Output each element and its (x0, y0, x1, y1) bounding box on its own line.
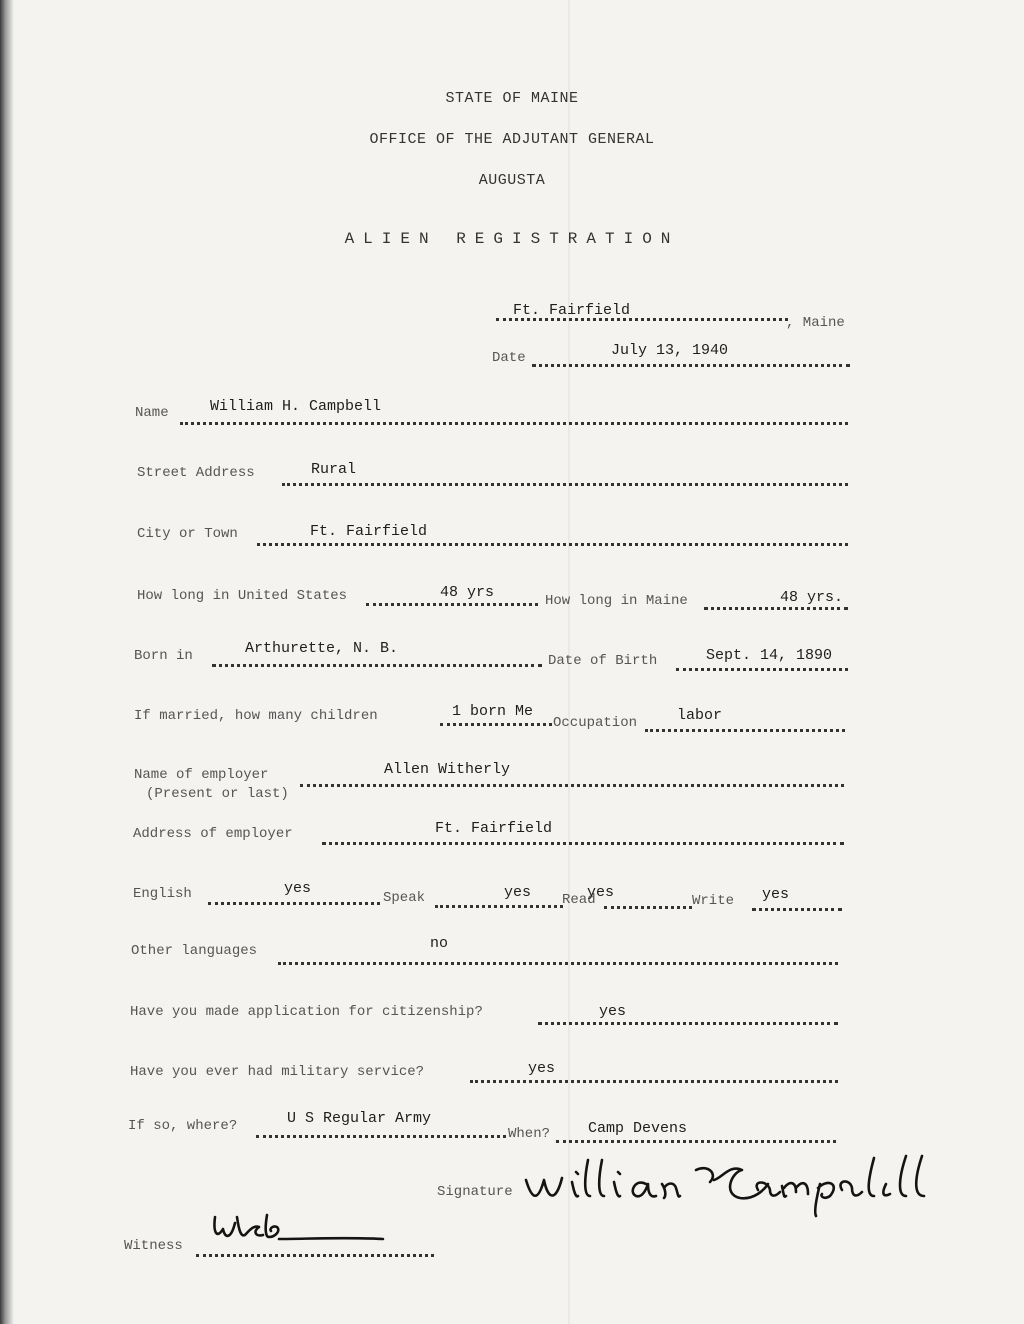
place-value: Ft. Fairfield (513, 302, 631, 319)
witness-label: Witness (124, 1238, 183, 1254)
occupation-value: labor (677, 707, 723, 724)
maine-duration-value: 48 yrs. (780, 589, 844, 606)
name-value: William H. Campbell (210, 398, 382, 415)
citizenship-label: Have you made application for citizenship? (130, 1004, 483, 1020)
city-label: City or Town (137, 526, 238, 542)
read-value: yes (587, 884, 615, 901)
street-dotted-line (282, 483, 848, 486)
dob-value: Sept. 14, 1890 (706, 647, 833, 664)
read-label: Read (562, 892, 596, 908)
citizenship-dotted-line (538, 1022, 838, 1025)
city-value: Ft. Fairfield (310, 523, 428, 540)
name-dotted-line (180, 422, 848, 425)
citizenship-value: yes (599, 1003, 627, 1020)
city-dotted-line (257, 543, 848, 546)
speak-dotted-line (435, 905, 563, 908)
form-title: ALIEN REGISTRATION (344, 230, 680, 248)
write-label: Write (692, 893, 735, 909)
street-value: Rural (311, 461, 357, 478)
place-suffix: , Maine (786, 315, 845, 331)
employer-address-value: Ft. Fairfield (435, 820, 553, 837)
other-languages-dotted-line (278, 962, 838, 965)
maine-duration-label: How long in Maine (545, 593, 688, 609)
military-dotted-line (470, 1080, 838, 1083)
header-office: OFFICE OF THE ADJUTANT GENERAL (369, 131, 655, 148)
when-dotted-line (556, 1140, 836, 1143)
other-languages-label: Other languages (131, 943, 258, 959)
employer-dotted-line (300, 784, 844, 787)
signature-handwriting (518, 1150, 948, 1220)
dob-label: Date of Birth (548, 653, 658, 669)
employer-address-label: Address of employer (133, 826, 293, 842)
date-value: July 13, 1940 (611, 342, 729, 359)
witness-dotted-line (196, 1254, 434, 1257)
when-label: When? (508, 1126, 551, 1142)
us-duration-dotted-line (366, 603, 538, 606)
born-label: Born in (134, 648, 193, 664)
children-dotted-line (440, 723, 552, 726)
street-label: Street Address (137, 465, 255, 481)
date-dotted-line (532, 364, 850, 367)
employer-label: Name of employer (134, 767, 269, 783)
when-value: Camp Devens (588, 1120, 688, 1137)
read-dotted-line (604, 906, 692, 909)
born-value: Arthurette, N. B. (245, 640, 399, 657)
children-label: If married, how many children (134, 708, 378, 724)
dob-dotted-line (676, 668, 848, 671)
maine-duration-dotted-line (704, 607, 848, 610)
date-label: Date (492, 350, 526, 366)
where-value: U S Regular Army (287, 1110, 432, 1127)
witness-initials-handwriting (205, 1205, 390, 1250)
us-duration-label: How long in United States (137, 588, 348, 604)
born-dotted-line (212, 664, 542, 667)
scan-edge-shadow (0, 0, 14, 1324)
us-duration-value: 48 yrs (440, 584, 495, 601)
speak-value: yes (504, 884, 532, 901)
military-label: Have you ever had military service? (130, 1064, 425, 1080)
occupation-dotted-line (645, 729, 845, 732)
write-value: yes (762, 886, 790, 903)
english-dotted-line (208, 902, 380, 905)
speak-label: Speak (383, 890, 426, 906)
english-value: yes (284, 880, 312, 897)
where-dotted-line (256, 1135, 506, 1138)
name-label: Name (135, 405, 169, 421)
signature-label: Signature (437, 1184, 513, 1200)
employer-sublabel: (Present or last) (146, 786, 289, 802)
english-label: English (133, 886, 192, 902)
children-value: 1 born Me (452, 703, 534, 720)
header-state: STATE OF MAINE (445, 90, 579, 107)
employer-address-dotted-line (322, 842, 844, 845)
where-label: If so, where? (128, 1118, 238, 1134)
write-dotted-line (752, 908, 842, 911)
other-languages-value: no (430, 935, 449, 952)
employer-value: Allen Witherly (384, 761, 511, 778)
header-city: AUGUSTA (478, 172, 546, 189)
occupation-label: Occupation (553, 715, 638, 731)
military-value: yes (528, 1060, 556, 1077)
